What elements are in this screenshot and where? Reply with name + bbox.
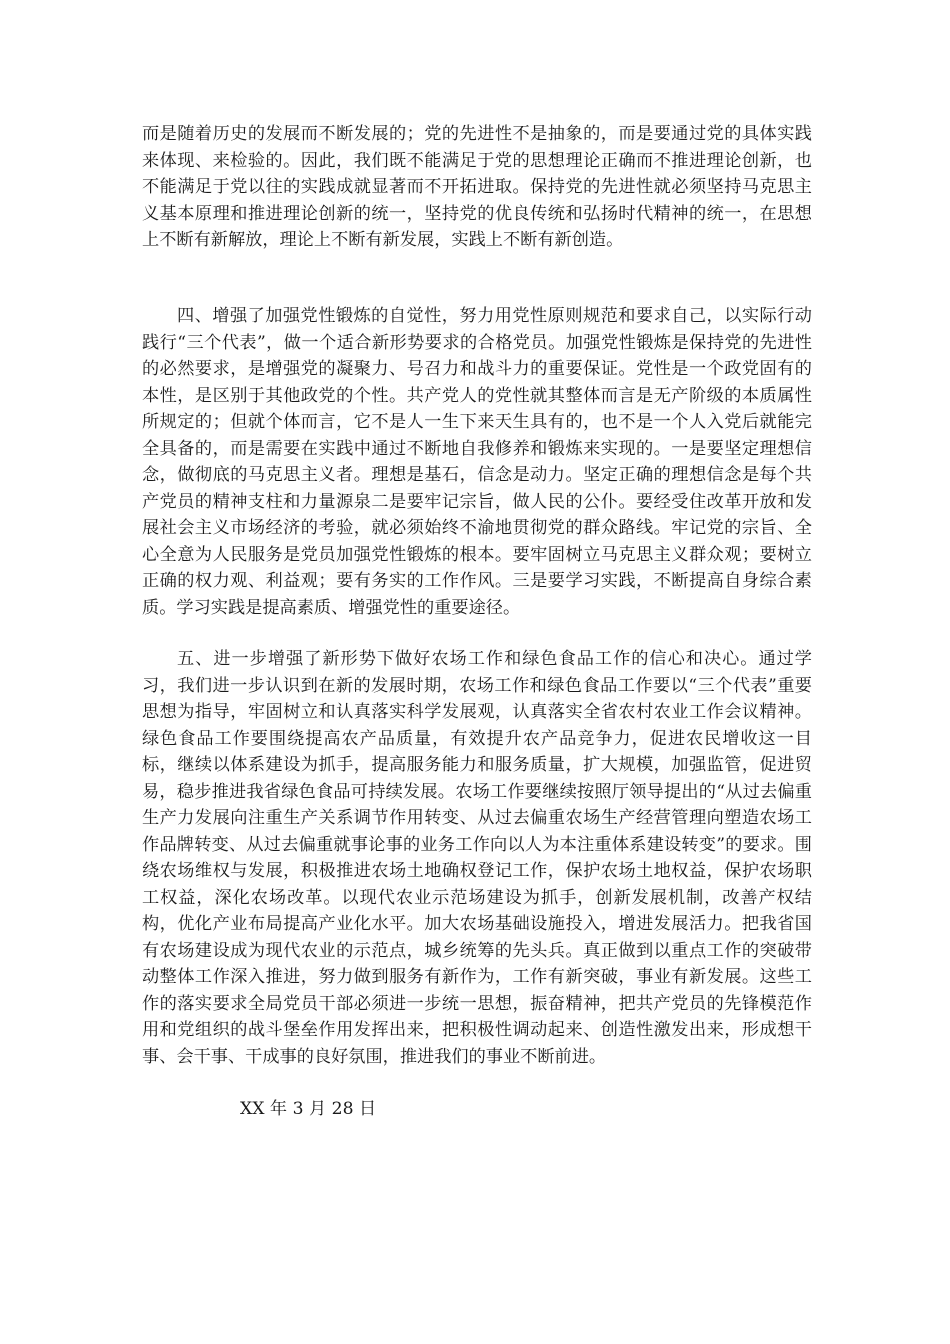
- paragraph-section-five: 五、进一步增强了新形势下做好农场工作和绿色食品工作的信心和决心。通过学习，我们进一步认识到在新的发展时期，农场工作和绿色食品工作要以“三个代表”重要思想为指导，牢固树立和认真落实科学发展观，认真落实全省农村农业工作会议精神。绿色食品工作要围绕提高农产品质量，有效提升农产品竞争力，促进农民增收这一目标，继续以体系建设为抓手，提高服务能力和服务质量，扩大规模，加强监管，促进贸易，稳步推进我省绿色食品可持续发展。农场工作要继续按照厅领导提出的“从过去偏重生产力发展向注重生产关系调节作用转变、从过去偏重农场生产经营管理向塑造农场工作品牌转变、从过去偏重就事论事的业务工作向以人为本注重体系建设转变”的要求。围绕农场维权与发展，积极推进农场土地确权登记工作，保护农场土地权益，保护农场职工权益，深化农场改革。以现代农业示范场建设为抓手，创新发展机制，改善产权结构，优化产业布局提高产业化水平。加大农场基础设施投入，增进发展活力。把我省国有农场建设成为现代农业的示范点，城乡统筹的先头兵。真正做到以重点工作的突破带动整体工作深入推进，努力做到服务有新作为，工作有新突破，事业有新发展。这些工作的落实要求全局党员干部必须进一步统一思想，振奋精神，把共产党员的先锋模范作用和党组织的战斗堡垒作用发挥出来，把积极性调动起来、创造性激发出来，形成想干事、会干事、干成事的良好氛围，推进我们的事业不断前进。: [142, 649, 812, 1067]
- paragraph-continuation: 而是随着历史的发展而不断发展的；党的先进性不是抽象的，而是要通过党的具体实践来体现、来检验的。因此，我们既不能满足于党的思想理论正确而不推进理论创新，也不能满足于党以往的实践成就显著而不开拓进取。保持党的先进性就必须坚持马克思主义基本原理和推进理论创新的统一，坚持党的优良传统和弘扬时代精神的统一，在思想上不断有新解放，理论上不断有新发展，实践上不断有新创造。: [142, 124, 812, 250]
- paragraph-section-four: 四、增强了加强党性锻炼的自觉性，努力用党性原则规范和要求自己，以实际行动践行“三个代表”，做一个适合新形势要求的合格党员。加强党性锻炼是保持党的先进性的必然要求，是增强党的凝聚力、号召力和战斗力的重要保证。党性是一个政党固有的本性，是区别于其他政党的个性。共产党人的党性就其整体而言是无产阶级的本质属性所规定的；但就个体而言，它不是人一生下来天生具有的，也不是一个人入党后就能完全具备的，而是需要在实践中通过不断地自我修养和锻炼来实现的。一是要坚定理想信念，做彻底的马克思主义者。理想是基石，信念是动力。坚定正确的理想信念是每个共产党员的精神支柱和力量源泉二是要牢记宗旨，做人民的公仆。要经受住改革开放和发展社会主义市场经济的考验，就必须始终不渝地贯彻党的群众路线。牢记党的宗旨、全心全意为人民服务是党员加强党性锻炼的根本。要牢固树立马克思主义群众观；要树立正确的权力观、利益观；要有务实的工作作风。三是要学习实践，不断提高自身综合素质。学习实践是提高素质、增强党性的重要途径。: [142, 306, 812, 618]
- document-date: XX 年 3 月 28 日: [240, 1099, 377, 1119]
